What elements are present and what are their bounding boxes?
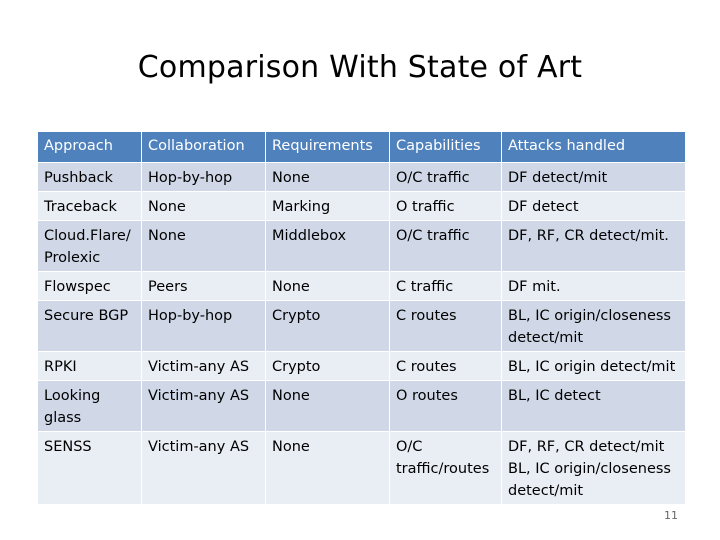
cell-requirements: Crypto [266,352,390,381]
slide-title: Comparison With State of Art [137,50,583,85]
table-row [38,301,686,352]
table-row [38,352,686,381]
cell-requirements: Middlebox [266,221,390,272]
cell-approach: RPKI [38,352,142,381]
header-capabilities: Capabilities [390,132,502,163]
cell-requirements: None [266,432,390,505]
cell-attacks-handled: BL, IC detect [502,381,686,432]
cell-approach: Cloud.Flare/ Prolexic [38,221,142,272]
cell-attacks-handled: DF mit. [502,272,686,301]
cell-requirements: None [266,163,390,192]
cell-capabilities: O/C traffic [390,221,502,272]
cell-capabilities: O routes [390,381,502,432]
cell-collaboration: Hop-by-hop [142,301,266,352]
table-header-row [38,132,686,163]
cell-capabilities: O traffic [390,192,502,221]
cell-approach: SENSS [38,432,142,505]
cell-attacks-handled: DF detect/mit [502,163,686,192]
comparison-table [37,131,686,505]
cell-attacks-handled: DF detect [502,192,686,221]
cell-collaboration: Victim-any AS [142,352,266,381]
table-row [38,192,686,221]
cell-collaboration: Peers [142,272,266,301]
cell-collaboration: None [142,221,266,272]
cell-collaboration: Victim-any AS [142,432,266,505]
cell-capabilities: C routes [390,301,502,352]
cell-approach: Secure BGP [38,301,142,352]
cell-capabilities: C routes [390,352,502,381]
table-row [38,221,686,272]
cell-capabilities: O/C traffic/routes [390,432,502,505]
header-requirements: Requirements [266,132,390,163]
cell-approach: Traceback [38,192,142,221]
cell-attacks-handled: DF, RF, CR detect/mit. [502,221,686,272]
cell-requirements: None [266,272,390,301]
table-row [38,272,686,301]
page-number: 11 [664,509,678,522]
cell-collaboration: Victim-any AS [142,381,266,432]
table-row [38,432,686,505]
cell-collaboration: Hop-by-hop [142,163,266,192]
cell-attacks-handled: BL, IC origin detect/mit [502,352,686,381]
cell-approach: Looking glass [38,381,142,432]
cell-capabilities: O/C traffic [390,163,502,192]
cell-requirements: None [266,381,390,432]
cell-collaboration: None [142,192,266,221]
header-attacks-handled: Attacks handled [502,132,686,163]
cell-capabilities: C traffic [390,272,502,301]
header-approach: Approach [38,132,142,163]
cell-attacks-handled: DF, RF, CR detect/mit BL, IC origin/closeness detect/mit [502,432,686,505]
table-row [38,381,686,432]
cell-approach: Flowspec [38,272,142,301]
cell-requirements: Marking [266,192,390,221]
table-row [38,163,686,192]
cell-approach: Pushback [38,163,142,192]
cell-requirements: Crypto [266,301,390,352]
header-collaboration: Collaboration [142,132,266,163]
cell-attacks-handled: BL, IC origin/closeness detect/mit [502,301,686,352]
